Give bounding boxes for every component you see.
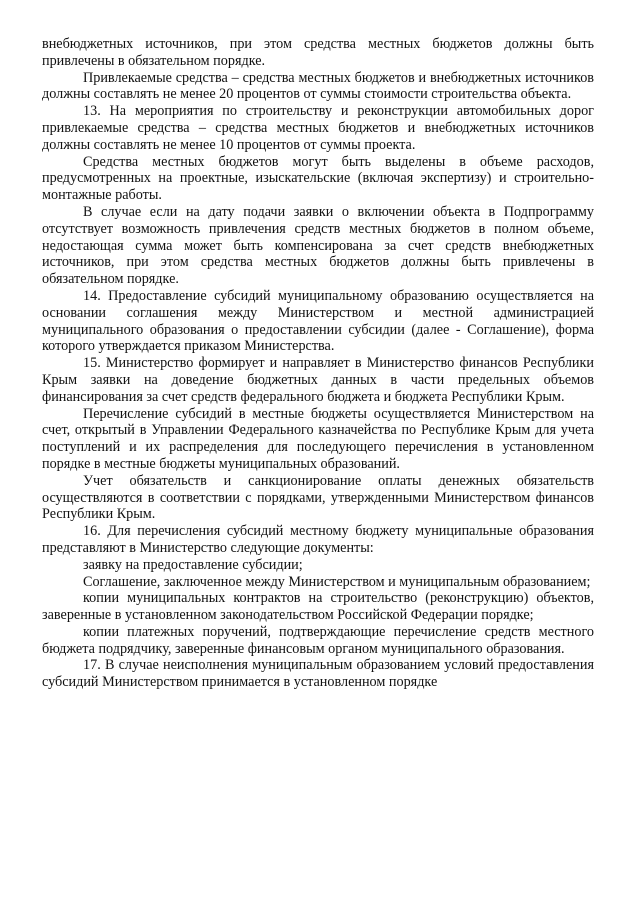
paragraph-1: внебюджетных источников, при этом средства местных бюджетов должны быть привлечены в обязательном порядке. xyxy=(42,36,594,69)
paragraph-4: Средства местных бюджетов могут быть выделены в объеме расходов, предусмотренных на проектные, изыскательские (включая экспертизу) и строительно-монтажные работы. xyxy=(42,153,594,204)
paragraph-12: Соглашение, заключенное между Министерством и муниципальным образованием; xyxy=(83,573,591,590)
paragraph-15: 17. В случае неисполнения муниципальным образованием условий предоставления субсидий Министерством принимается в установленном порядке xyxy=(42,657,594,691)
paragraph-11: заявку на предоставление субсидии; xyxy=(83,556,303,573)
document-page xyxy=(42,36,594,691)
paragraph-14: копии платежных поручений, подтверждающие перечисление средств местного бюджета подрядчику, заверенные финансовым органом муниципального образования. xyxy=(42,623,594,657)
paragraph-7: 15. Министерство формирует и направляет в Министерство финансов Республики Крым заявки на доведение бюджетных данных в части предельных объемов финансирования за счет средств федерального бюджета и бюджета Республики Крым. xyxy=(42,355,594,405)
paragraph-2: Привлекаемые средства – средства местных бюджетов и внебюджетных источников должны составлять не менее 20 процентов от суммы стоимости строительства объекта. xyxy=(42,69,594,103)
paragraph-3: 13. На мероприятия по строительству и реконструкции автомобильных дорог привлекаемые средства – средства местных бюджетов и внебюджетных источников должны составлять не менее 10 процентов от суммы проекта. xyxy=(42,103,594,153)
paragraph-13: копии муниципальных контрактов на строительство (реконструкцию) объектов, заверенные в установленном законодательством Российской Федерации порядке; xyxy=(42,590,594,624)
paragraph-6: 14. Предоставление субсидий муниципальному образованию осуществляется на основании соглашения между Министерством и местной администрацией муниципального образования о предоставлении субсидии (далее - Соглашение), форма которого утверждается приказом Министерства. xyxy=(42,287,594,355)
paragraph-10: 16. Для перечисления субсидий местному бюджету муниципальные образования представляют в Министерство следующие документы: xyxy=(42,523,594,556)
paragraph-9: Учет обязательств и санкционирование оплаты денежных обязательств осуществляются в соответствии с порядками, утвержденными Министерством финансов Республики Крым. xyxy=(42,472,594,523)
paragraph-8: Перечисление субсидий в местные бюджеты осуществляется Министерством на счет, открытый в Управлении Федерального казначейства по Республике Крым для учета поступлений и их распределения для последующего перечисления в установленном порядке в местные бюджеты муниципальных образований. xyxy=(42,405,594,472)
paragraph-5: В случае если на дату подачи заявки о включении объекта в Подпрограмму отсутствует возможность привлечения средств местных бюджетов в полном объеме, недостающая сумма может быть компенсирована за счет средств внебюджетных источников, при этом средства местных бюджетов должны быть привлечены в обязательном порядке. xyxy=(42,203,594,288)
